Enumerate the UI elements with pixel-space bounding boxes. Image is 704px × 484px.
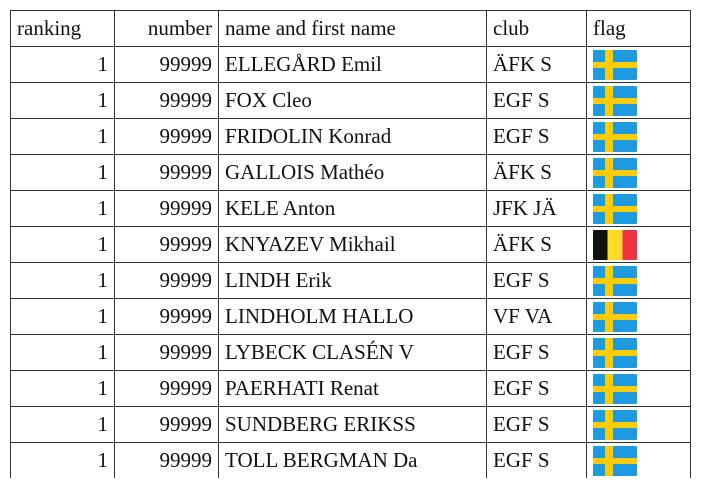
column-header-name[interactable]: name and first name	[219, 11, 487, 47]
ranking-cell: 1	[11, 47, 115, 83]
sweden-flag-icon	[593, 338, 637, 368]
table-row[interactable]	[11, 83, 691, 119]
name-cell: KNYAZEV Mikhail	[219, 227, 487, 263]
table-row[interactable]	[11, 227, 691, 263]
club-cell: EGF S	[487, 335, 587, 371]
number-cell: 99999	[115, 227, 219, 263]
name-cell: FRIDOLIN Konrad	[219, 119, 487, 155]
number-cell: 99999	[115, 407, 219, 443]
number-cell: 99999	[115, 335, 219, 371]
club-cell: ÄFK S	[487, 155, 587, 191]
sweden-flag-icon	[593, 446, 637, 476]
flag-cell	[587, 155, 691, 191]
number-cell: 99999	[115, 263, 219, 299]
flag-cell	[587, 191, 691, 227]
number-cell: 99999	[115, 443, 219, 479]
table-row[interactable]	[11, 407, 691, 443]
ranking-cell: 1	[11, 407, 115, 443]
table-row[interactable]	[11, 191, 691, 227]
table-row[interactable]	[11, 155, 691, 191]
club-cell: EGF S	[487, 443, 587, 479]
flag-cell	[587, 407, 691, 443]
sweden-flag-icon	[593, 122, 637, 152]
ranking-cell: 1	[11, 119, 115, 155]
club-cell: VF VA	[487, 299, 587, 335]
sweden-flag-icon	[593, 266, 637, 296]
column-header-number[interactable]: number	[115, 11, 219, 47]
club-cell: EGF S	[487, 407, 587, 443]
table-row[interactable]	[11, 299, 691, 335]
name-cell: LINDHOLM HALLO	[219, 299, 487, 335]
flag-cell	[587, 443, 691, 479]
ranking-cell: 1	[11, 263, 115, 299]
name-cell: FOX Cleo	[219, 83, 487, 119]
name-cell: SUNDBERG ERIKSS	[219, 407, 487, 443]
name-cell: LINDH Erik	[219, 263, 487, 299]
column-header-ranking[interactable]: ranking	[11, 11, 115, 47]
table-row[interactable]	[11, 335, 691, 371]
ranking-cell: 1	[11, 443, 115, 479]
column-header-club[interactable]: club	[487, 11, 587, 47]
number-cell: 99999	[115, 83, 219, 119]
flag-cell	[587, 263, 691, 299]
table-row[interactable]	[11, 47, 691, 83]
club-cell: EGF S	[487, 263, 587, 299]
flag-cell	[587, 47, 691, 83]
table-row[interactable]	[11, 263, 691, 299]
club-cell: ÄFK S	[487, 47, 587, 83]
ranking-cell: 1	[11, 227, 115, 263]
ranking-cell: 1	[11, 371, 115, 407]
club-cell: EGF S	[487, 119, 587, 155]
number-cell: 99999	[115, 191, 219, 227]
sweden-flag-icon	[593, 374, 637, 404]
sweden-flag-icon	[593, 50, 637, 80]
flag-cell	[587, 227, 691, 263]
flag-cell	[587, 371, 691, 407]
name-cell: LYBECK CLASÉN V	[219, 335, 487, 371]
club-cell: ÄFK S	[487, 227, 587, 263]
ranking-cell: 1	[11, 83, 115, 119]
flag-cell	[587, 83, 691, 119]
club-cell: EGF S	[487, 371, 587, 407]
name-cell: KELE Anton	[219, 191, 487, 227]
belgium-flag-icon	[593, 230, 637, 260]
flag-cell	[587, 335, 691, 371]
sweden-flag-icon	[593, 302, 637, 332]
table-row[interactable]	[11, 371, 691, 407]
ranking-cell: 1	[11, 299, 115, 335]
name-cell: PAERHATI Renat	[219, 371, 487, 407]
sweden-flag-icon	[593, 158, 637, 188]
number-cell: 99999	[115, 371, 219, 407]
ranking-cell: 1	[11, 191, 115, 227]
name-cell: ELLEGÅRD Emil	[219, 47, 487, 83]
club-cell: EGF S	[487, 83, 587, 119]
number-cell: 99999	[115, 47, 219, 83]
ranking-cell: 1	[11, 155, 115, 191]
club-cell: JFK JÄ	[487, 191, 587, 227]
ranking-table	[10, 10, 691, 478]
table-row[interactable]	[11, 119, 691, 155]
table-header-row	[11, 11, 691, 47]
number-cell: 99999	[115, 299, 219, 335]
number-cell: 99999	[115, 155, 219, 191]
sweden-flag-icon	[593, 86, 637, 116]
column-header-flag[interactable]: flag	[587, 11, 691, 47]
flag-cell	[587, 299, 691, 335]
table-row[interactable]	[11, 443, 691, 479]
name-cell: TOLL BERGMAN Da	[219, 443, 487, 479]
number-cell: 99999	[115, 119, 219, 155]
name-cell: GALLOIS Mathéo	[219, 155, 487, 191]
ranking-cell: 1	[11, 335, 115, 371]
flag-cell	[587, 119, 691, 155]
sweden-flag-icon	[593, 194, 637, 224]
sweden-flag-icon	[593, 410, 637, 440]
